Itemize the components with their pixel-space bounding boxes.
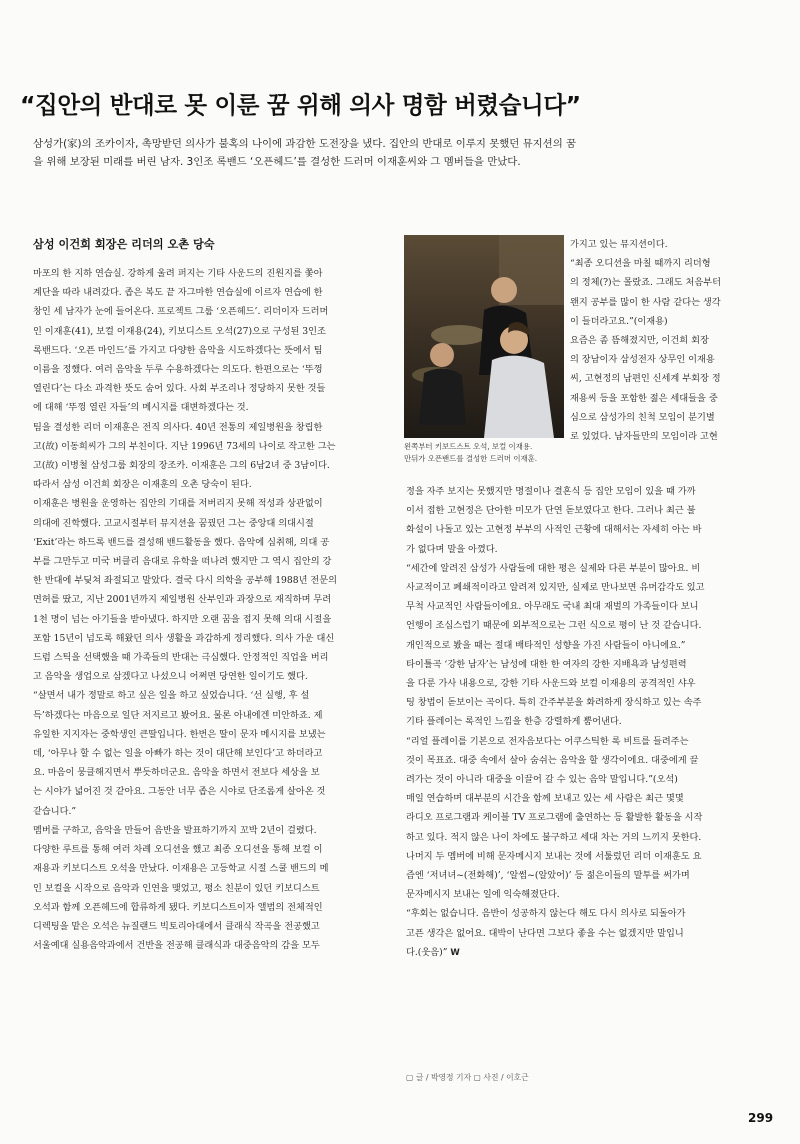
body-line: 무척 사교적인 사람들이에요. 아무래도 국내 최대 재벌의 가족들이다 보니 bbox=[406, 601, 699, 613]
body-line: 사교적이고 폐쇄적이라고 알려져 있지만, 실제로 만나보면 유머감각도 있고 bbox=[406, 582, 705, 594]
body-line: 서울예대 실용음악과에서 건반을 전공해 클래식과 대중음악의 감을 모두 bbox=[33, 940, 320, 952]
body-line: 기타 플레이는 록적인 느낌을 한층 강렬하게 뿜어낸다. bbox=[406, 716, 622, 728]
body-line: 의 정체(?)는 몰랐죠. 그래도 처음부터 bbox=[570, 277, 721, 289]
lead-line: 삼성가(家)의 조카이자, 촉망받던 의사가 불혹의 나이에 과감한 도전장을 냈다. 집안의 반대로 이루지 못했던 뮤지션의 꿈 bbox=[33, 138, 577, 150]
body-line: 이재훈은 병원을 운영하는 집안의 기대를 저버리지 못해 적성과 상관없이 bbox=[33, 498, 323, 510]
body-line: 언행이 조심스럽기 때문에 외부적으로는 그런 식으로 평이 난 것 같습니다. bbox=[406, 620, 702, 632]
body-line: 즘엔 ‘저녀녀~(전화해)’, ‘알썸~(알았어)’ 등 젊은이들의 말투를 써가며 bbox=[406, 870, 690, 882]
article-headline: “집안의 반대로 못 이룬 꿈 위해 의사 명함 버렸습니다” bbox=[20, 91, 581, 119]
body-line: 로 있었다. 남자들만의 모임이라 고현 bbox=[570, 431, 718, 443]
body-line: 씨, 고현정의 남편인 신세계 부회장 정 bbox=[570, 373, 721, 385]
body-line: 드럼 스틱을 선택했을 때 가족들의 반대는 극심했다. 안정적인 직업을 버리 bbox=[33, 652, 329, 664]
body-line: 정을 자주 보지는 못했지만 명절이나 결혼식 등 집안 모임이 있을 때 가까 bbox=[406, 486, 696, 497]
body-line: 열린다’는 다소 과격한 뜻도 숨어 있다. 사회 부조리나 정당하지 못한 것들 bbox=[33, 383, 326, 395]
body-line: 인 보컬을 시작으로 음악과 인연을 맺었고, 평소 친분이 있던 키보디스트 bbox=[33, 882, 320, 894]
band-photo-image bbox=[404, 235, 564, 438]
body-line: 매일 연습하며 대부분의 시간을 함께 보내고 있는 세 사람은 최근 몇몇 bbox=[406, 793, 684, 805]
end-mark: W bbox=[450, 947, 460, 958]
body-line: 멤버를 구하고, 음악을 만들어 음반을 발표하기까지 꼬박 2년이 걸렸다. bbox=[33, 824, 317, 836]
body-line: 심으로 삼성가의 친척 모임이 분기별 bbox=[570, 411, 715, 423]
body-line: 고(故) 이동희씨가 그의 부친이다. 지난 1996년 73세의 나이로 작고한 그는 bbox=[33, 440, 336, 452]
body-line: 득’하겠다는 마음으로 일단 저지르고 봤어요. 물론 아내에겐 미안하죠. 제 bbox=[33, 709, 323, 721]
body-line: 면허를 땄고, 지난 2001년까지 제일병원 산부인과 과장으로 재직하며 무려 bbox=[33, 594, 332, 606]
body-line: 의대에 진학했다. 고교시절부터 뮤지션을 꿈꿨던 그는 중앙대 의대시절 bbox=[33, 517, 314, 529]
band-photo bbox=[404, 235, 564, 438]
body-line: 오석과 함께 오픈헤드에 합류하게 됐다. 키보디스트이자 앨범의 전체적인 bbox=[33, 901, 323, 913]
body-line: 따라서 삼성 이건희 회장은 이재훈의 오촌 당숙이 된다. bbox=[33, 479, 252, 491]
body-line: 포함 15년이 넘도록 해왔던 의사 생활을 과감하게 정리했다. 의사 가운 대신 bbox=[33, 632, 335, 644]
photo-caption bbox=[404, 441, 569, 465]
body-line: 디렉팅을 맡은 오석은 뉴질랜드 빅토리아대에서 클래식 작곡을 전공했고 bbox=[33, 920, 320, 932]
body-line: 이서 접한 고현정은 단아한 미모가 단연 돋보였다고 한다. 그러나 최근 불 bbox=[406, 505, 696, 517]
body-column-left bbox=[33, 264, 393, 955]
body-line: “후회는 없습니다. 음반이 성공하지 않는다 해도 다시 의사로 되돌아가 bbox=[406, 908, 686, 920]
article-lead bbox=[33, 135, 773, 171]
body-line: 가지고 있는 뮤지션이다. bbox=[570, 239, 668, 250]
byline-credit: ▢ 글 / 박영정 기자 ▢ 사진 / 이호근 bbox=[406, 1073, 529, 1082]
body-line: 계단을 따라 내려갔다. 좁은 복도 끝 자그마한 연습실에 이르자 연습에 한 bbox=[33, 287, 323, 299]
body-line: 왠지 공부를 많이 한 사람 같다는 생각 bbox=[570, 296, 721, 308]
body-line: 에 대해 ‘뚜껑 열린 자들’의 메시지를 대변하겠다는 것. bbox=[33, 402, 249, 414]
body-line: 것이 목표죠. 대중 속에서 살아 숨쉬는 음악을 할 생각이에요. 대중에게 끌 bbox=[406, 754, 699, 766]
body-line: 하고 있다. 적지 않은 나이 차에도 불구하고 세대 차는 거의 느끼지 못한다. bbox=[406, 831, 702, 843]
body-line: 문자메시지 보내는 일에 익숙해졌단다. bbox=[406, 889, 560, 901]
body-line: 팀을 결성한 리더 이재훈은 전직 의사다. 40년 전통의 제일병원을 창립한 bbox=[33, 421, 323, 433]
body-line: 인 이재훈(41), 보컬 이재용(24), 키보디스트 오석(27)으로 구성된 3인조 bbox=[33, 325, 326, 337]
section-subhead: 삼성 이건희 회장은 리더의 오촌 당숙 bbox=[33, 238, 215, 251]
body-line: 라디오 프로그램과 케이블 TV 프로그램에 출연하는 등 활발한 활동을 시작 bbox=[406, 812, 703, 824]
page-number: 299 bbox=[748, 1111, 774, 1125]
body-line: 이 들더라고요.”(이재용) bbox=[570, 315, 668, 327]
body-line: 재용과 키보디스트 오석을 만났다. 이재용은 고등학교 시절 스쿨 밴드의 메 bbox=[33, 863, 329, 875]
body-line: 재용씨 등을 포함한 젊은 세대들을 중 bbox=[570, 392, 718, 404]
body-line: 나머지 두 멤버에 비해 문자메시지 보내는 것에 서툴렀던 리더 이재훈도 요 bbox=[406, 850, 702, 862]
body-line: 창인 세 남자가 눈에 들어온다. 프로젝트 그룹 ‘오픈헤드’. 리더이자 드러머 bbox=[33, 306, 329, 318]
body-line: 가 없다며 말을 아꼈다. bbox=[406, 543, 498, 555]
body-line: “리얼 플레이를 기본으로 전자음보다는 어쿠스틱한 록 비트를 들려주는 bbox=[406, 735, 689, 747]
lead-line: 을 위해 보장된 미래를 버린 남자. 3인조 록밴드 ‘오픈헤드’를 결성한 드러머 이재훈씨와 그 멤버들을 만났다. bbox=[33, 156, 521, 168]
body-line: 마포의 한 지하 연습실. 강하게 울려 퍼지는 기타 사운드의 진원지를 쫓아 bbox=[33, 268, 323, 279]
body-line bbox=[406, 943, 776, 963]
body-line: 려가는 것이 아니라 대중을 이끌어 갈 수 있는 음악 말입니다.”(오석) bbox=[406, 774, 678, 786]
body-line: ‘Exit’라는 하드록 밴드를 결성해 밴드활동을 했다. 음악에 심취해, 의대 공 bbox=[33, 536, 330, 548]
last-line-text: 다.(웃음)” bbox=[406, 946, 448, 958]
body-line: 한 반대에 부딪쳐 좌절되고 말았다. 결국 다시 의학을 공부해 1988년 전문의 bbox=[33, 575, 338, 587]
body-line: 록밴드다. ‘오픈 마인드’를 가지고 다양한 음악을 시도하겠다는 뜻에서 팀 bbox=[33, 344, 323, 356]
body-line: 고픈 생각은 없어요. 대박이 난다면 그보다 좋을 수는 없겠지만 말입니 bbox=[406, 927, 684, 939]
body-line: 부를 그만두고 미국 버클리 음대로 유학을 떠나려 했지만 그 역시 집안의 강 bbox=[33, 556, 332, 568]
body-line: 요즘은 좀 뜸해졌지만, 이건희 회장 bbox=[570, 335, 709, 347]
body-line: 고 음악을 생업으로 삼겠다고 나섰으니 어쩌면 당연한 일이기도 했다. bbox=[33, 671, 308, 683]
body-line: 같습니다.” bbox=[33, 805, 77, 817]
body-line: 요. 마음이 뭉클해지면서 뿌듯하더군요. 음악을 하면서 전보다 세상을 보 bbox=[33, 767, 320, 779]
caption-line: 왼쪽부터 키보드스트 오석, 보컬 이재용. bbox=[404, 442, 533, 451]
body-line: 타이틀곡 ‘강한 남자’는 남성에 대한 한 여자의 강한 지배욕과 남성편력 bbox=[406, 658, 687, 670]
body-line: 팅 창법이 돋보이는 곡이다. 특히 간주부분을 화려하게 장식하고 있는 속주 bbox=[406, 697, 702, 709]
body-column-right-top bbox=[570, 235, 775, 446]
body-line: “살면서 내가 정말로 하고 싶은 일을 하고 싶었습니다. ‘선 실행, 후 설 bbox=[33, 690, 310, 702]
body-line: 을 다룬 가사 내용으로, 강한 기타 사운드와 보컬 이재용의 공격적인 샤우 bbox=[406, 678, 696, 690]
body-line: 개인적으로 봤을 때는 절대 배타적인 성향을 가진 사람들이 아니에요.” bbox=[406, 639, 686, 651]
body-line: 의 장남이자 삼성전자 상무인 이재용 bbox=[570, 354, 715, 366]
body-line: 다양한 루트를 통해 여러 차례 오디션을 했고 최종 오디션을 통해 보컬 이 bbox=[33, 844, 323, 856]
body-line: 데, ‘아무나 할 수 없는 일을 아빠가 하는 것이 대단해 보인다’고 하더라고 bbox=[33, 748, 323, 760]
body-line: 1천 명이 넘는 아기들을 받아냈다. 하지만 오랜 꿈을 접지 못해 의대 시절을 bbox=[33, 613, 332, 625]
body-line: 고(故) 이병철 삼성그룹 회장의 장조카. 이재훈은 그의 6남2녀 중 3남이다. bbox=[33, 460, 330, 472]
body-line: 유일한 지지자는 중학생인 큰딸입니다. 한번은 딸이 문자 메시지를 보냈는 bbox=[33, 728, 326, 740]
body-column-right-bottom bbox=[406, 482, 776, 963]
body-line: “세간에 알려진 삼성가 사람들에 대한 평은 실제와 다른 부분이 많아요. 비 bbox=[406, 562, 701, 574]
body-line: 이름을 정했다. 여러 음악을 두루 수용하겠다는 의도다. 한편으로는 ‘뚜껑 bbox=[33, 364, 323, 376]
body-line: 는 시야가 넓어진 것 같아요. 그동안 너무 좁은 시야로 단조롭게 살아온 것 bbox=[33, 786, 326, 798]
body-line: “최종 오디션을 마칠 때까지 리더형 bbox=[570, 258, 711, 270]
body-line: 화설이 나돌고 있는 고현정 부부의 사적인 근황에 대해서는 자세히 아는 바 bbox=[406, 524, 702, 536]
caption-line: 만뒤가 오픈밴드를 결성한 드러머 이재훈. bbox=[404, 454, 538, 463]
